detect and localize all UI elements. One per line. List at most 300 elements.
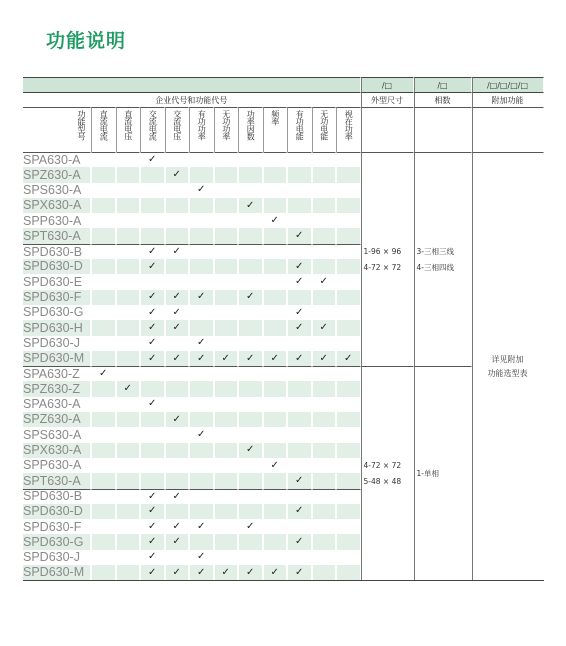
empty-cell bbox=[116, 213, 141, 228]
size-option: 4-72 × 72 bbox=[363, 460, 402, 470]
check-mark: ✓ bbox=[287, 565, 312, 580]
model-name: SPD630-E bbox=[23, 274, 91, 289]
check-mark: ✓ bbox=[140, 305, 165, 320]
additional-header: 附加功能 bbox=[472, 92, 544, 107]
empty-cell bbox=[91, 565, 116, 580]
empty-cell bbox=[287, 381, 312, 396]
empty-cell bbox=[312, 290, 337, 305]
empty-cell bbox=[189, 152, 214, 167]
empty-cell bbox=[263, 305, 288, 320]
empty-cell bbox=[238, 397, 263, 412]
empty-cell bbox=[189, 198, 214, 213]
model-name: SPD630-F bbox=[23, 290, 91, 305]
empty-cell bbox=[214, 381, 239, 396]
empty-cell bbox=[189, 259, 214, 274]
empty-cell bbox=[116, 504, 141, 519]
empty-cell bbox=[312, 167, 337, 182]
empty-cell bbox=[165, 259, 190, 274]
empty-cell bbox=[238, 473, 263, 488]
empty-cell bbox=[287, 458, 312, 473]
empty-cell bbox=[91, 397, 116, 412]
blank-header-cell bbox=[361, 107, 414, 152]
empty-cell bbox=[263, 244, 288, 259]
empty-cell bbox=[140, 167, 165, 182]
empty-cell bbox=[336, 381, 361, 396]
model-name: SPD630-J bbox=[23, 336, 91, 351]
check-mark: ✓ bbox=[140, 290, 165, 305]
empty-cell bbox=[140, 366, 165, 381]
function-label: 交流电压 bbox=[172, 110, 182, 140]
empty-cell bbox=[91, 152, 116, 167]
function-label: 交流电流 bbox=[148, 110, 158, 140]
empty-cell bbox=[312, 534, 337, 549]
empty-cell bbox=[116, 152, 141, 167]
empty-cell bbox=[238, 534, 263, 549]
model-name: SPA630-Z bbox=[23, 366, 91, 381]
empty-cell bbox=[238, 167, 263, 182]
empty-cell bbox=[116, 366, 141, 381]
additional-note-line: 详见附加 bbox=[491, 354, 524, 364]
check-mark: ✓ bbox=[312, 351, 337, 366]
function-label: 无功功率 bbox=[221, 110, 231, 140]
empty-cell bbox=[336, 183, 361, 198]
empty-cell bbox=[116, 550, 141, 565]
empty-cell bbox=[263, 412, 288, 427]
empty-cell bbox=[165, 397, 190, 412]
check-mark: ✓ bbox=[140, 259, 165, 274]
phase-option: 1-单相 bbox=[416, 468, 439, 478]
check-mark: ✓ bbox=[165, 320, 190, 335]
empty-cell bbox=[287, 336, 312, 351]
empty-cell bbox=[263, 504, 288, 519]
check-mark: ✓ bbox=[165, 565, 190, 580]
empty-cell bbox=[336, 198, 361, 213]
empty-cell bbox=[336, 519, 361, 534]
function-label: 直流电压 bbox=[123, 110, 133, 140]
empty-cell bbox=[263, 427, 288, 442]
model-name: SPA630-A bbox=[23, 397, 91, 412]
empty-cell bbox=[91, 228, 116, 243]
empty-cell bbox=[287, 397, 312, 412]
phase-group-2 bbox=[414, 366, 472, 580]
check-mark: ✓ bbox=[238, 565, 263, 580]
check-mark: ✓ bbox=[140, 489, 165, 504]
empty-cell bbox=[312, 366, 337, 381]
empty-cell bbox=[116, 320, 141, 335]
check-mark: ✓ bbox=[263, 565, 288, 580]
empty-cell bbox=[165, 183, 190, 198]
empty-cell bbox=[336, 534, 361, 549]
page-title: 功能说明 bbox=[46, 30, 127, 52]
empty-cell bbox=[263, 259, 288, 274]
check-mark: ✓ bbox=[189, 427, 214, 442]
empty-cell bbox=[238, 366, 263, 381]
empty-cell bbox=[214, 336, 239, 351]
empty-cell bbox=[116, 565, 141, 580]
empty-cell bbox=[336, 336, 361, 351]
empty-cell bbox=[140, 443, 165, 458]
function-header bbox=[287, 107, 312, 152]
empty-cell bbox=[238, 504, 263, 519]
empty-cell bbox=[214, 244, 239, 259]
additional-function-note bbox=[472, 152, 544, 580]
model-name: SPS630-A bbox=[23, 427, 91, 442]
empty-cell bbox=[214, 259, 239, 274]
empty-cell bbox=[336, 290, 361, 305]
model-name: SPD630-G bbox=[23, 534, 91, 549]
model-name: SPZ630-A bbox=[23, 412, 91, 427]
check-mark: ✓ bbox=[140, 152, 165, 167]
model-name: SPD630-M bbox=[23, 565, 91, 580]
empty-cell bbox=[336, 305, 361, 320]
check-mark: ✓ bbox=[238, 351, 263, 366]
empty-cell bbox=[214, 412, 239, 427]
empty-cell bbox=[312, 259, 337, 274]
empty-cell bbox=[140, 228, 165, 243]
function-header bbox=[238, 107, 263, 152]
empty-cell bbox=[189, 228, 214, 243]
empty-cell bbox=[91, 290, 116, 305]
empty-cell bbox=[312, 443, 337, 458]
empty-cell bbox=[116, 443, 141, 458]
check-mark: ✓ bbox=[287, 305, 312, 320]
check-mark: ✓ bbox=[140, 550, 165, 565]
function-header bbox=[312, 107, 337, 152]
empty-cell bbox=[140, 274, 165, 289]
check-mark: ✓ bbox=[189, 519, 214, 534]
empty-cell bbox=[336, 320, 361, 335]
check-mark: ✓ bbox=[91, 366, 116, 381]
size-group-1 bbox=[361, 152, 414, 366]
empty-cell bbox=[91, 213, 116, 228]
check-mark: ✓ bbox=[140, 320, 165, 335]
empty-cell bbox=[238, 183, 263, 198]
empty-cell bbox=[140, 427, 165, 442]
model-name: SPP630-A bbox=[23, 458, 91, 473]
empty-cell bbox=[238, 244, 263, 259]
empty-cell bbox=[238, 152, 263, 167]
empty-cell bbox=[91, 489, 116, 504]
function-label: 频率 bbox=[270, 110, 280, 125]
empty-cell bbox=[214, 274, 239, 289]
empty-cell bbox=[336, 550, 361, 565]
empty-cell bbox=[263, 290, 288, 305]
check-mark: ✓ bbox=[238, 198, 263, 213]
empty-cell bbox=[214, 534, 239, 549]
empty-cell bbox=[336, 366, 361, 381]
empty-cell bbox=[116, 167, 141, 182]
empty-cell bbox=[238, 458, 263, 473]
empty-cell bbox=[336, 244, 361, 259]
empty-cell bbox=[116, 259, 141, 274]
empty-cell bbox=[238, 259, 263, 274]
empty-cell bbox=[263, 534, 288, 549]
empty-cell bbox=[263, 443, 288, 458]
empty-cell bbox=[312, 504, 337, 519]
empty-cell bbox=[238, 274, 263, 289]
size-option: 5-48 × 48 bbox=[363, 476, 402, 486]
empty-cell bbox=[189, 320, 214, 335]
empty-cell bbox=[238, 228, 263, 243]
empty-cell bbox=[312, 427, 337, 442]
check-mark: ✓ bbox=[287, 534, 312, 549]
empty-cell bbox=[91, 305, 116, 320]
empty-cell bbox=[312, 244, 337, 259]
check-mark: ✓ bbox=[287, 228, 312, 243]
function-header bbox=[140, 107, 165, 152]
empty-cell bbox=[165, 336, 190, 351]
empty-cell bbox=[287, 244, 312, 259]
empty-cell bbox=[165, 228, 190, 243]
check-mark: ✓ bbox=[165, 244, 190, 259]
check-mark: ✓ bbox=[238, 519, 263, 534]
empty-cell bbox=[238, 489, 263, 504]
empty-cell bbox=[336, 274, 361, 289]
check-mark: ✓ bbox=[140, 519, 165, 534]
empty-cell bbox=[263, 381, 288, 396]
check-mark: ✓ bbox=[140, 244, 165, 259]
empty-cell bbox=[165, 152, 190, 167]
empty-cell bbox=[214, 167, 239, 182]
empty-cell bbox=[165, 381, 190, 396]
empty-cell bbox=[189, 274, 214, 289]
model-name: SPZ630-Z bbox=[23, 381, 91, 396]
model-name: SPT630-A bbox=[23, 473, 91, 488]
empty-cell bbox=[214, 519, 239, 534]
empty-cell bbox=[312, 381, 337, 396]
empty-cell bbox=[165, 458, 190, 473]
empty-cell bbox=[214, 366, 239, 381]
check-mark: ✓ bbox=[336, 351, 361, 366]
empty-cell bbox=[287, 152, 312, 167]
check-mark: ✓ bbox=[238, 443, 263, 458]
empty-cell bbox=[91, 167, 116, 182]
empty-cell bbox=[91, 519, 116, 534]
empty-cell bbox=[189, 489, 214, 504]
empty-cell bbox=[91, 458, 116, 473]
check-mark: ✓ bbox=[263, 213, 288, 228]
empty-cell bbox=[165, 213, 190, 228]
empty-cell bbox=[91, 244, 116, 259]
check-mark: ✓ bbox=[312, 274, 337, 289]
empty-cell bbox=[91, 183, 116, 198]
empty-cell bbox=[214, 550, 239, 565]
empty-cell bbox=[214, 152, 239, 167]
empty-cell bbox=[263, 228, 288, 243]
empty-cell bbox=[189, 244, 214, 259]
empty-cell bbox=[214, 290, 239, 305]
size-group-2 bbox=[361, 366, 414, 580]
function-header bbox=[336, 107, 361, 152]
model-name: SPZ630-A bbox=[23, 167, 91, 182]
size-code-slot: /□ bbox=[361, 77, 414, 92]
empty-cell bbox=[336, 458, 361, 473]
function-label: 直流电流 bbox=[99, 110, 109, 140]
model-name: SPP630-A bbox=[23, 213, 91, 228]
empty-cell bbox=[263, 167, 288, 182]
empty-cell bbox=[91, 504, 116, 519]
empty-cell bbox=[116, 412, 141, 427]
function-table bbox=[23, 77, 544, 581]
empty-cell bbox=[238, 305, 263, 320]
empty-cell bbox=[336, 412, 361, 427]
empty-cell bbox=[263, 274, 288, 289]
function-label: 无功电能 bbox=[319, 110, 329, 140]
model-name: SPT630-A bbox=[23, 228, 91, 243]
empty-cell bbox=[189, 473, 214, 488]
function-label: 功率因数 bbox=[246, 110, 256, 140]
check-mark: ✓ bbox=[287, 473, 312, 488]
empty-cell bbox=[91, 320, 116, 335]
empty-cell bbox=[116, 336, 141, 351]
function-header bbox=[116, 107, 141, 152]
empty-cell bbox=[91, 412, 116, 427]
empty-cell bbox=[91, 381, 116, 396]
check-mark: ✓ bbox=[189, 351, 214, 366]
empty-cell bbox=[263, 473, 288, 488]
check-mark: ✓ bbox=[287, 504, 312, 519]
empty-cell bbox=[287, 427, 312, 442]
function-header bbox=[263, 107, 288, 152]
empty-cell bbox=[214, 320, 239, 335]
code-header: 企业代号和功能代号 bbox=[23, 92, 361, 107]
empty-cell bbox=[238, 320, 263, 335]
empty-cell bbox=[214, 305, 239, 320]
phase-header: 相数 bbox=[414, 92, 472, 107]
empty-cell bbox=[189, 412, 214, 427]
function-header bbox=[91, 107, 116, 152]
empty-cell bbox=[312, 473, 337, 488]
empty-cell bbox=[140, 458, 165, 473]
empty-cell bbox=[263, 183, 288, 198]
empty-cell bbox=[116, 489, 141, 504]
size-header: 外型尺寸 bbox=[361, 92, 414, 107]
empty-cell bbox=[116, 534, 141, 549]
empty-cell bbox=[214, 473, 239, 488]
check-mark: ✓ bbox=[165, 305, 190, 320]
empty-cell bbox=[91, 427, 116, 442]
empty-cell bbox=[336, 489, 361, 504]
empty-cell bbox=[238, 427, 263, 442]
empty-cell bbox=[189, 381, 214, 396]
empty-cell bbox=[312, 519, 337, 534]
check-mark: ✓ bbox=[263, 351, 288, 366]
empty-cell bbox=[287, 519, 312, 534]
check-mark: ✓ bbox=[140, 534, 165, 549]
empty-cell bbox=[116, 458, 141, 473]
check-mark: ✓ bbox=[165, 167, 190, 182]
empty-cell bbox=[336, 473, 361, 488]
empty-cell bbox=[189, 534, 214, 549]
empty-cell bbox=[165, 504, 190, 519]
check-mark: ✓ bbox=[312, 320, 337, 335]
function-header bbox=[214, 107, 239, 152]
empty-cell bbox=[214, 458, 239, 473]
empty-cell bbox=[263, 320, 288, 335]
empty-cell bbox=[189, 458, 214, 473]
check-mark: ✓ bbox=[287, 274, 312, 289]
empty-cell bbox=[214, 213, 239, 228]
check-mark: ✓ bbox=[189, 183, 214, 198]
check-mark: ✓ bbox=[214, 565, 239, 580]
empty-cell bbox=[312, 397, 337, 412]
empty-cell bbox=[312, 305, 337, 320]
empty-cell bbox=[238, 336, 263, 351]
empty-cell bbox=[91, 336, 116, 351]
check-mark: ✓ bbox=[165, 489, 190, 504]
check-mark: ✓ bbox=[189, 550, 214, 565]
blank-header-cell bbox=[472, 107, 544, 152]
check-mark: ✓ bbox=[287, 351, 312, 366]
empty-cell bbox=[214, 183, 239, 198]
empty-cell bbox=[116, 351, 141, 366]
empty-cell bbox=[116, 427, 141, 442]
check-mark: ✓ bbox=[165, 412, 190, 427]
check-mark: ✓ bbox=[140, 504, 165, 519]
empty-cell bbox=[287, 290, 312, 305]
check-mark: ✓ bbox=[165, 534, 190, 549]
check-mark: ✓ bbox=[287, 259, 312, 274]
empty-cell bbox=[238, 550, 263, 565]
extra-code-slot: /□/□/□/□ bbox=[472, 77, 544, 92]
phase-code-slot: /□ bbox=[414, 77, 472, 92]
phase-option: 4-三相四线 bbox=[416, 262, 454, 272]
empty-cell bbox=[263, 366, 288, 381]
model-name: SPD630-B bbox=[23, 489, 91, 504]
model-name: SPD630-M bbox=[23, 351, 91, 366]
empty-cell bbox=[336, 167, 361, 182]
size-option: 1-96 × 96 bbox=[363, 246, 402, 256]
empty-cell bbox=[263, 489, 288, 504]
empty-cell bbox=[312, 489, 337, 504]
check-mark: ✓ bbox=[214, 351, 239, 366]
empty-cell bbox=[189, 397, 214, 412]
empty-cell bbox=[263, 397, 288, 412]
empty-cell bbox=[189, 366, 214, 381]
empty-cell bbox=[287, 443, 312, 458]
empty-cell bbox=[263, 550, 288, 565]
empty-cell bbox=[189, 443, 214, 458]
empty-cell bbox=[336, 152, 361, 167]
check-mark: ✓ bbox=[140, 336, 165, 351]
empty-cell bbox=[336, 259, 361, 274]
empty-cell bbox=[287, 198, 312, 213]
empty-cell bbox=[312, 228, 337, 243]
check-mark: ✓ bbox=[189, 290, 214, 305]
empty-cell bbox=[189, 305, 214, 320]
empty-cell bbox=[263, 152, 288, 167]
model-name: SPX630-A bbox=[23, 443, 91, 458]
check-mark: ✓ bbox=[238, 290, 263, 305]
size-option: 4-72 × 72 bbox=[363, 262, 402, 272]
empty-cell bbox=[140, 198, 165, 213]
empty-cell bbox=[312, 183, 337, 198]
empty-cell bbox=[116, 290, 141, 305]
model-name: SPD630-G bbox=[23, 305, 91, 320]
empty-cell bbox=[91, 274, 116, 289]
function-header bbox=[189, 107, 214, 152]
empty-cell bbox=[116, 397, 141, 412]
check-mark: ✓ bbox=[263, 458, 288, 473]
empty-cell bbox=[189, 213, 214, 228]
empty-cell bbox=[214, 397, 239, 412]
empty-cell bbox=[214, 427, 239, 442]
empty-cell bbox=[165, 198, 190, 213]
empty-cell bbox=[91, 550, 116, 565]
empty-cell bbox=[238, 213, 263, 228]
check-mark: ✓ bbox=[165, 290, 190, 305]
empty-cell bbox=[287, 167, 312, 182]
